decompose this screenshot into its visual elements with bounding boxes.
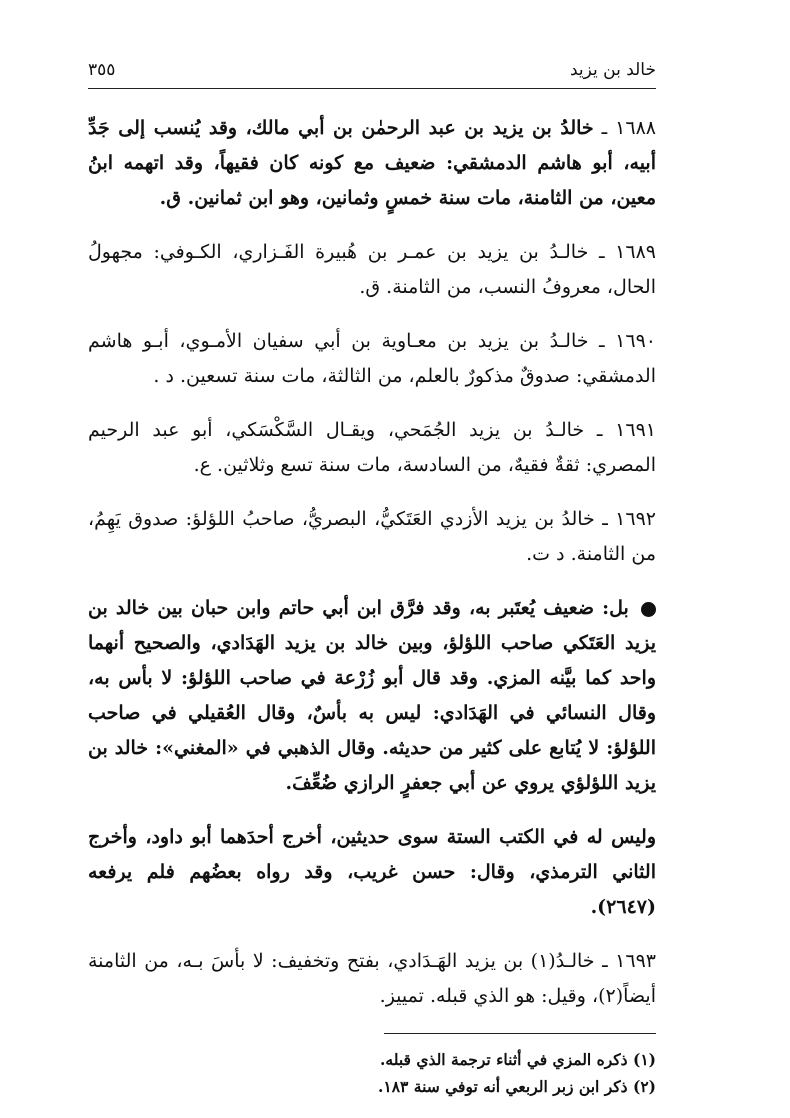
footnote: (١) ذكره المزي في أثناء ترجمة الذي قبله. — [380, 1050, 656, 1069]
entry-text: خالـدُ بن يزيد بن معـاوية بن أبي سفيان الأمـوي، أبـو هاشم الدمشقي: صدوقٌ مذكورٌ بالعلم، من الثالثة، مات سنة تسعين. د . — [88, 330, 656, 387]
entry-number: ١٦٩٠ — [615, 330, 656, 352]
entry-number: ١٦٨٩ — [615, 241, 656, 263]
entry-number: ١٦٩٣ — [615, 950, 656, 972]
entry-text: خالدُ بن يزيد الأزدي العَتَكيُّ، البصريُّ، صاحبُ اللؤلؤ: صدوق يَهِمُ، من الثامنة. د ت. — [88, 508, 656, 565]
header-title: خالد بن يزيد — [562, 60, 656, 80]
entry-number: ١٦٨٨ — [615, 117, 656, 139]
editor-paragraph — [88, 820, 656, 925]
biography-entry — [88, 502, 656, 572]
editor-paragraph-text: وليس له في الكتب الستة سوى حديثين، أخرج أحدَهما أبو داود، وأخرج الثاني الترمذي، وقال: حسن غريب، وقد رواه بعضُهم فلم يرفعه (٢٦٤٧). — [88, 826, 656, 918]
entry-text: خالـدُ بن يزيد بن عمـر بن هُبيرة الفَـزاري، الكـوفي: مجهولُ الحال، معروفُ النسب، من الثامنة. ق. — [88, 241, 656, 298]
biography-entry — [88, 111, 656, 216]
entry-separator: ـ — [588, 241, 616, 263]
entry-separator: ـ — [588, 330, 616, 352]
entry-number: ١٦٩٢ — [615, 508, 656, 530]
editor-note — [88, 591, 656, 801]
page-number: ٣٥٥ — [88, 60, 123, 80]
entry-number: ١٦٩١ — [615, 419, 656, 441]
entry-separator: ـ — [593, 117, 616, 139]
entry-text: خالـدُ بن يزيد الجُمَحي، ويقـال السَّكْسَكي، أبو عبد الرحيم المصري: ثقةٌ فقيهٌ، من السادسة، مات سنة تسع وثلاثين. ع. — [88, 419, 656, 476]
footnote-divider — [384, 1033, 656, 1034]
biography-entry — [88, 413, 656, 483]
biography-entry — [88, 324, 656, 394]
entry-separator: ـ — [594, 508, 616, 530]
bullet-icon — [641, 602, 656, 617]
entry-separator: ـ — [584, 419, 616, 441]
entry-text: خالدُ بن يزيد بن عبد الرحمٰن بن أبي مالك، وقد يُنسب إلى جَدِّ أبيه، أبو هاشم الدمشقي: ضعيف مع كونه كان فقيهاً، وقد اتهمه ابنُ معين، من الثامنة، مات سنة خمسٍ وثمانين، وهو ابن ثمانين. ق. — [88, 117, 656, 209]
entry-text: خالـدُ(١) بن يزيد الهَـدَادي، بفتح وتخفيف: لا بأسَ بـه، من الثامنة أيضاً(٢)، وقيل: هو الذي قبله. تمييز. — [88, 950, 656, 1007]
footnote: (٢) ذكر ابن زبر الربعي أنه توفي سنة ١٨٣. — [377, 1077, 656, 1096]
running-header — [88, 58, 656, 89]
biography-entry — [88, 944, 656, 1014]
entry-separator: ـ — [594, 950, 616, 972]
biography-entry — [88, 235, 656, 305]
editor-note-text: بل: ضعيف يُعتَبر به، وقد فرَّق ابن أبي حاتم وابن حبان بين خالد بن يزيد العَتَكي صاحب اللؤلؤ، وبين خالد بن يزيد الهَدَادي، والصحيح أنهما واحد كما بيَّنه المزي. وقد قال أبو زُرْعة في صاحب اللؤلؤ: لا بأس به، وقال النسائي في الهَدَادي: ليس به بأسٌ، وقال العُقيلي في صاحب اللؤلؤ: لا يُتابع على كثير من حديثه. وقال الذهبي في «المغني»: خالد بن يزيد اللؤلؤي يروي عن أبي جعفرٍ الرازي ضُعِّفَ. — [88, 597, 656, 794]
book-page — [88, 58, 656, 1100]
